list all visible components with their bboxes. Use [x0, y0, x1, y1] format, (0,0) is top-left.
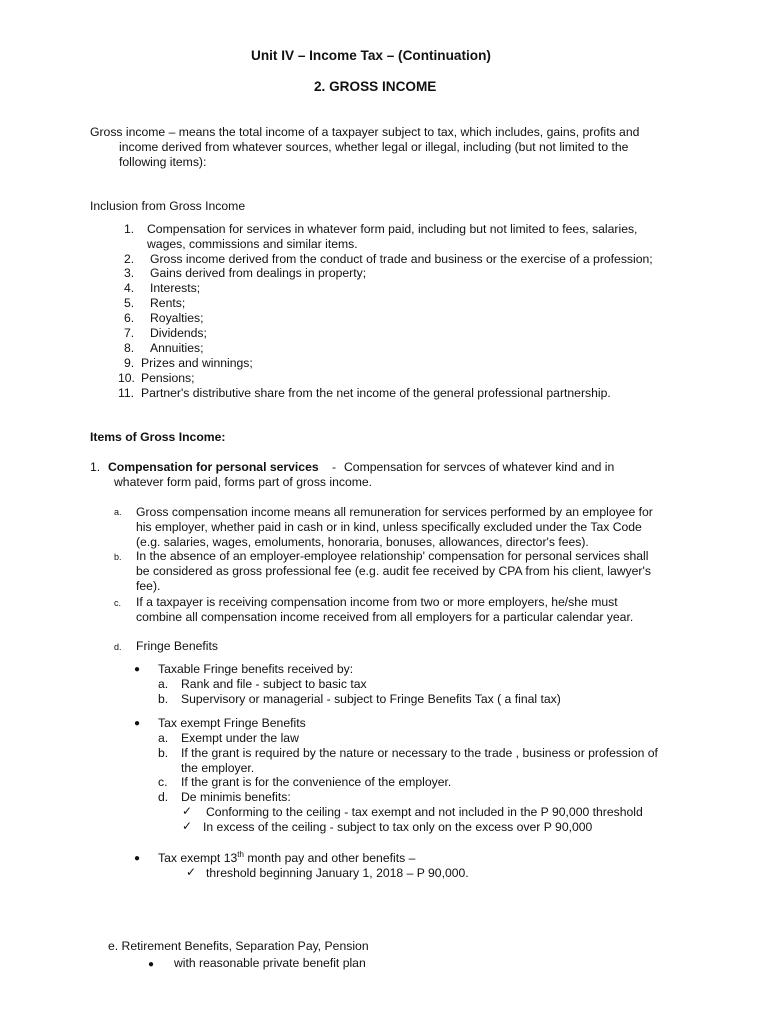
taxable-title: Taxable Fringe benefits received by:: [158, 662, 354, 676]
exempt-item-c: If the grant is for the convenience of the employer.: [181, 775, 452, 789]
exempt-item-b-line-2: the employer.: [181, 761, 255, 775]
exempt-title: Tax exempt Fringe Benefits: [158, 716, 306, 730]
taxable-letter-b: b.: [158, 692, 169, 706]
sub-a-line-1: Gross compensation income means all remuneration for services performed by an employee for: [136, 505, 653, 519]
list-item-text: Gross income derived from the conduct of trade and business or the exercise of a profession;: [150, 252, 653, 266]
checkmark-icon: ✓: [182, 804, 193, 818]
list-item-text: Gains derived from dealings in property;: [150, 266, 367, 280]
check-item-2: In excess of the ceiling - subject to tax only on the excess over P 90,000: [203, 820, 593, 834]
bullet-icon: ●: [134, 718, 141, 729]
list-item-number: 10.: [118, 371, 135, 385]
compensation-title: Compensation for personal services: [108, 460, 319, 474]
definition-line-1: Gross income – means the total income of a taxpayer subject to tax, which includes, gains, profits and: [90, 125, 640, 139]
sub-b-line-1: In the absence of an employer-employee relationship' compensation for personal services shall: [136, 549, 649, 563]
thirteenth-suffix: month pay and other benefits –: [243, 851, 416, 865]
list-item-number: 3.: [124, 266, 135, 280]
section-title: 2. GROSS INCOME: [314, 79, 437, 94]
sub-a-line-3: (e.g. salaries, wages, emoluments, honoraria, bonuses, allowances, director's fees).: [136, 535, 589, 549]
list-item-number: 5.: [124, 296, 135, 310]
sub-letter-d: d.: [114, 642, 122, 652]
sub-letter-a: a.: [114, 507, 122, 517]
list-item-text: Royalties;: [150, 311, 204, 325]
list-item-number: 2.: [124, 252, 135, 266]
exempt-letter-c: c.: [158, 775, 168, 789]
exempt-item-a: Exempt under the law: [181, 731, 299, 745]
taxable-item-a: Rank and file - subject to basic tax: [181, 677, 367, 691]
thirteenth-sup: th: [237, 849, 244, 859]
bullet-icon: ●: [148, 959, 155, 970]
sub-a-line-2: his employer, whether paid in cash or in kind, unless specifically excluded under the Tax Code: [136, 520, 642, 534]
list-item-text: Prizes and winnings;: [141, 356, 253, 370]
retirement-heading: e. Retirement Benefits, Separation Pay, Pension: [108, 939, 369, 953]
sub-c-line-1: If a taxpayer is receiving compensation income from two or more employers, he/she must: [136, 595, 618, 609]
taxable-item-b: Supervisory or managerial - subject to Fringe Benefits Tax ( a final tax): [181, 692, 561, 706]
list-item-text: Compensation for services in whatever form paid, including but not limited to fees, salaries,: [147, 222, 638, 236]
sub-letter-c: c.: [114, 598, 122, 608]
items-heading: Items of Gross Income:: [90, 430, 226, 444]
list-item-number: 6.: [124, 311, 135, 325]
exempt-letter-b: b.: [158, 746, 169, 760]
definition-line-2: income derived from whatever sources, whether legal or illegal, including (but not limited to the: [119, 140, 629, 154]
list-item-text: wages, commissions and similar items.: [147, 237, 358, 251]
list-item-text: Pensions;: [141, 371, 195, 385]
exempt-item-d: De minimis benefits:: [181, 790, 291, 804]
compensation-desc-line-2: whatever form paid, forms part of gross income.: [114, 475, 373, 489]
list-item-number: 9.: [124, 356, 135, 370]
bullet-icon: ●: [134, 664, 141, 675]
exempt-letter-a: a.: [158, 731, 169, 745]
list-item-number: 11.: [118, 386, 135, 400]
list-item-number: 1.: [124, 222, 135, 236]
thirteenth-check: threshold beginning January 1, 2018 – P 90,000.: [206, 866, 469, 880]
list-item-text: Dividends;: [150, 326, 207, 340]
taxable-letter-a: a.: [158, 677, 169, 691]
sub-c-line-2: combine all compensation income received from all employers for a particular calendar year.: [136, 610, 634, 624]
compensation-number: 1.: [90, 460, 101, 474]
exempt-letter-d: d.: [158, 790, 169, 804]
thirteenth-month-line: [158, 851, 415, 866]
definition-line-3: following items):: [119, 155, 207, 169]
check-item-1: Conforming to the ceiling - tax exempt and not included in the P 90,000 threshold: [206, 805, 643, 819]
page-title: Unit IV – Income Tax – (Continuation): [251, 48, 491, 63]
list-item-number: 8.: [124, 341, 135, 355]
checkmark-icon: ✓: [182, 819, 193, 833]
compensation-desc-line-1: Compensation for servces of whatever kind and in: [344, 460, 615, 474]
checkmark-icon: ✓: [186, 865, 197, 879]
list-item-text: Rents;: [150, 296, 186, 310]
fringe-heading: Fringe Benefits: [136, 639, 218, 653]
list-item-number: 7.: [124, 326, 135, 340]
thirteenth-prefix: Tax exempt 13: [158, 851, 238, 865]
exempt-item-b-line-1: If the grant is required by the nature or necessary to the trade , business or profession of: [181, 746, 658, 760]
list-item-text: Annuities;: [150, 341, 204, 355]
list-item-number: 4.: [124, 281, 135, 295]
bullet-icon: ●: [134, 853, 141, 864]
list-item-text: Partner's distributive share from the net income of the general professional partnership.: [141, 386, 611, 400]
sub-b-line-2: be considered as gross professional fee (e.g. audit fee received by CPA from his client, lawyer's: [136, 564, 651, 578]
retirement-bullet: with reasonable private benefit plan: [174, 956, 366, 970]
inclusion-heading: Inclusion from Gross Income: [90, 199, 246, 213]
sub-letter-b: b.: [114, 552, 122, 562]
sub-b-line-3: fee).: [136, 579, 161, 593]
compensation-dash: -: [332, 460, 337, 474]
list-item-text: Interests;: [150, 281, 201, 295]
